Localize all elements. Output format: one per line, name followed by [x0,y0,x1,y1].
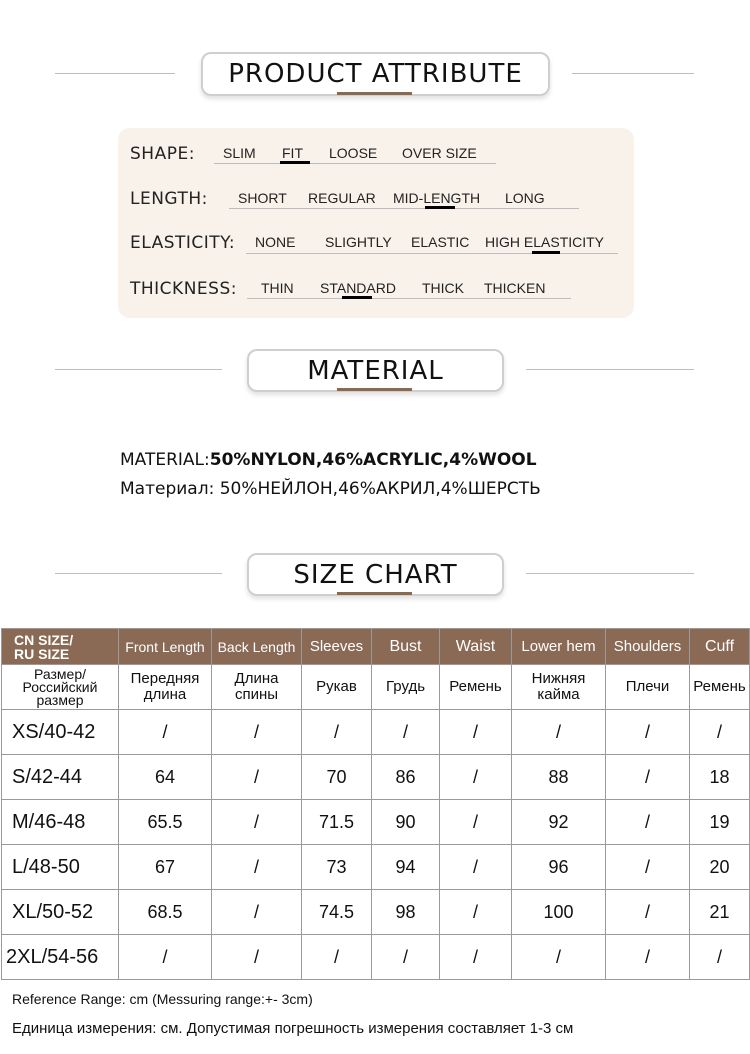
header-ru-cell: Ремень [690,665,750,710]
heading-accent [337,592,412,595]
table-row [2,755,750,800]
table-row [2,710,750,755]
value-cell: / [690,935,750,980]
value-cell: 92 [512,800,606,845]
value-cell: / [690,710,750,755]
selected-marker [532,251,560,254]
material-ru [120,479,541,499]
attr-option-selected: FIT [282,145,303,161]
attr-option: THIN [261,280,294,296]
value-cell: 98 [372,890,440,935]
attr-option: SLIGHTLY [325,234,392,250]
attr-label-thickness: THICKNESS: [130,279,237,299]
material-en [120,450,537,470]
divider-left [55,369,222,370]
value-cell: 21 [690,890,750,935]
header-ru-cell: Нижняя кайма [512,665,606,710]
value-cell: 70 [302,755,372,800]
table-row [2,890,750,935]
value-cell: 96 [512,845,606,890]
divider-left [55,73,175,74]
value-cell: / [212,800,302,845]
value-cell: / [606,935,690,980]
attr-label-length: LENGTH: [130,189,208,209]
attr-option: SHORT [238,190,287,206]
size-chart-heading [247,553,504,596]
divider-left [55,573,222,574]
header-ru-cell: Размер/ Российский размер [2,665,119,710]
header-cell: Bust [372,629,440,665]
product-attribute-heading [201,52,550,96]
selected-marker [280,161,310,164]
value-cell: 65.5 [119,800,212,845]
selected-marker [425,206,455,209]
value-cell: 68.5 [119,890,212,935]
heading-accent [337,92,412,95]
size-cell: L/48-50 [2,845,119,890]
value-cell: 88 [512,755,606,800]
size-cell: XS/40-42 [2,710,119,755]
header-ru-cell: Плечи [606,665,690,710]
value-cell: / [212,710,302,755]
attr-option-selected: HIGH ELASTICITY [485,234,605,250]
attr-option: LONG [505,190,545,206]
header-cell: Waist [440,629,512,665]
value-cell: / [606,890,690,935]
size-cell: M/46-48 [2,800,119,845]
divider-right [572,73,694,74]
value-cell: / [440,710,512,755]
value-cell: / [212,845,302,890]
value-cell: 67 [119,845,212,890]
size-cell: S/42-44 [2,755,119,800]
value-cell: / [440,935,512,980]
reference-range-en: Reference Range: cm (Messuring range:+- 3cm) [12,991,313,1007]
value-cell: 64 [119,755,212,800]
attr-underline [229,208,579,209]
value-cell: / [440,800,512,845]
attr-underline [247,298,571,299]
size-cell: 2XL/54-56 [2,935,119,980]
value-cell: / [440,890,512,935]
header-cell: Shoulders [606,629,690,665]
attr-option: THICKEN [484,280,546,296]
attr-label-shape: SHAPE: [130,144,195,164]
header-ru-cell: Длина спины [212,665,302,710]
value-cell: / [119,935,212,980]
product-attribute-title: PRODUCT ATTRIBUTE [228,59,523,89]
value-cell: / [606,755,690,800]
header-cell: Sleeves [302,629,372,665]
attr-option-selected: MID-LENGTH [393,190,481,206]
value-cell: / [440,755,512,800]
material-ru-label: Материал: [120,479,215,499]
value-cell: 86 [372,755,440,800]
attr-option: ELASTIC [411,234,470,250]
value-cell: / [302,710,372,755]
attr-option: THICK [422,280,464,296]
table-row [2,800,750,845]
divider-right [526,573,694,574]
table-header-ru-row [2,665,750,710]
table-row [2,845,750,890]
attr-underline [246,253,618,254]
value-cell: 19 [690,800,750,845]
attr-option: OVER SIZE [402,145,477,161]
attr-underline [214,163,496,164]
header-ru-cell: Передняя длина [119,665,212,710]
reference-range-ru: Единица измерения: см. Допустимая погрешность измерения составляет 1-3 см [12,1020,574,1037]
selected-marker [342,296,372,299]
size-chart-title: SIZE CHART [293,559,458,590]
value-cell: / [606,800,690,845]
value-cell: 73 [302,845,372,890]
value-cell: 100 [512,890,606,935]
value-cell: / [212,935,302,980]
attr-label-elasticity: ELASTICITY: [130,233,236,253]
header-ru-cell: Ремень [440,665,512,710]
value-cell: 20 [690,845,750,890]
header-cell: Back Length [212,629,302,665]
value-cell: / [372,935,440,980]
material-ru-value: 50%НЕЙЛОН,46%АКРИЛ,4%ШЕРСТЬ [219,479,541,499]
size-table [1,628,750,980]
attr-option-selected: STANDARD [320,280,396,296]
material-en-value: 50%NYLON,46%ACRYLIC,4%WOOL [209,450,537,470]
value-cell: / [372,710,440,755]
value-cell: / [212,755,302,800]
header-ru-cell: Рукав [302,665,372,710]
attr-option: REGULAR [308,190,376,206]
value-cell: 71.5 [302,800,372,845]
material-title: MATERIAL [307,355,444,386]
header-cell: Cuff [690,629,750,665]
value-cell: / [119,710,212,755]
size-cell: XL/50-52 [2,890,119,935]
header-cell: Lower hem [512,629,606,665]
value-cell: / [512,935,606,980]
table-row [2,935,750,980]
material-heading [247,349,504,392]
value-cell: 74.5 [302,890,372,935]
value-cell: 18 [690,755,750,800]
value-cell: 90 [372,800,440,845]
value-cell: / [440,845,512,890]
attr-option: SLIM [223,145,256,161]
header-ru-cell: Грудь [372,665,440,710]
header-cell: Front Length [119,629,212,665]
material-en-label: MATERIAL: [120,450,210,470]
value-cell: / [212,890,302,935]
attr-option: NONE [255,234,296,250]
value-cell: 94 [372,845,440,890]
divider-right [526,369,694,370]
header-cell: CN SIZE/ RU SIZE [2,629,119,665]
value-cell: / [302,935,372,980]
value-cell: / [606,710,690,755]
heading-accent [337,388,412,391]
value-cell: / [606,845,690,890]
value-cell: / [512,710,606,755]
attr-option: LOOSE [329,145,378,161]
table-header-row [2,629,750,665]
